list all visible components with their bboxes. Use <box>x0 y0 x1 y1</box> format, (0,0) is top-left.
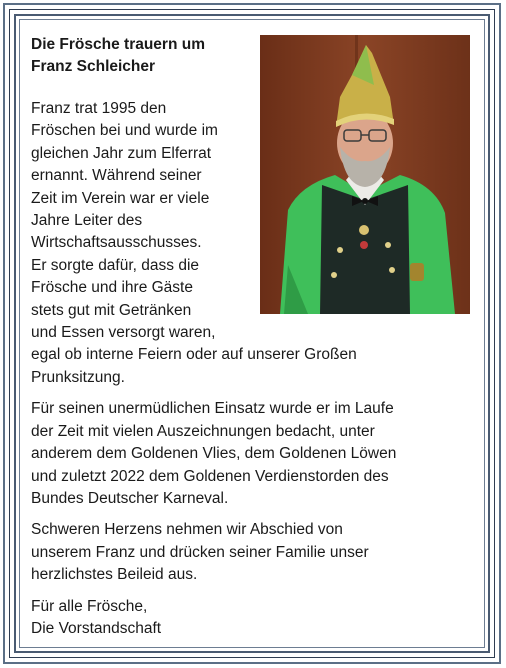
closing-signature <box>31 596 481 641</box>
text-line: Schweren Herzens nehmen wir Abschied von <box>31 521 343 539</box>
text-line: Er sorgte dafür, dass die <box>31 256 200 274</box>
text-line: und zuletzt 2022 dem Goldenen Verdienstorden des <box>31 467 389 485</box>
text-line: Zeit im Verein war er viele <box>31 189 210 207</box>
title-line-2: Franz Schleicher <box>31 58 156 75</box>
text-line: Für alle Frösche, <box>31 597 148 615</box>
notice-text <box>31 34 481 640</box>
text-line: Die Vorstandschaft <box>31 619 162 637</box>
text-line: anderem dem Goldenen Vlies, dem Goldenen Löwen <box>31 445 397 463</box>
text-line: unserem Franz und drücken seiner Familie unser <box>31 543 369 561</box>
title-line-1: Die Frösche trauern um <box>31 36 205 53</box>
text-line: Für seinen unermüdlichen Einsatz wurde er im Laufe <box>31 400 394 418</box>
text-line: der Zeit mit vielen Auszeichnungen bedacht, unter <box>31 422 375 440</box>
text-line: Bundes Deutscher Karneval. <box>31 489 229 507</box>
paragraph-awards <box>31 398 481 510</box>
paragraph-condolence <box>31 519 481 586</box>
text-line: gleichen Jahr zum Elferrat <box>31 144 212 162</box>
text-line: Frösche und ihre Gäste <box>31 279 193 297</box>
text-line: Wirtschaftsausschusses. <box>31 234 202 252</box>
text-line: und Essen versorgt waren, <box>31 324 216 342</box>
notice-title <box>31 34 246 78</box>
text-line: egal ob interne Feiern oder auf unserer Großen <box>31 346 357 364</box>
text-line: Prunksitzung. <box>31 368 125 386</box>
paragraph-biography <box>31 98 481 389</box>
text-line: stets gut mit Getränken <box>31 301 192 319</box>
text-line: Jahre Leiter des <box>31 212 143 230</box>
text-line: Fröschen bei und wurde im <box>31 122 218 140</box>
text-line: herzlichstes Beileid aus. <box>31 566 198 584</box>
text-line: ernannt. Während seiner <box>31 167 202 185</box>
text-line: Franz trat 1995 den <box>31 100 167 117</box>
